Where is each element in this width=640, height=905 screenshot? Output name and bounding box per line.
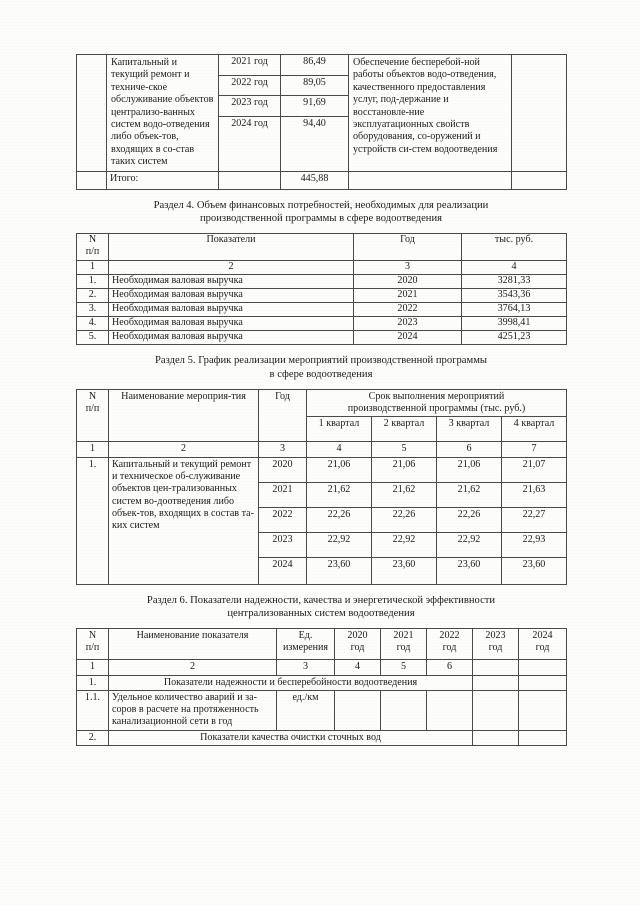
header-year-2021-line1: 2021 — [393, 630, 414, 642]
row-indicator: Необходимая валовая выручка — [109, 303, 354, 317]
row-value-2022 — [427, 690, 473, 730]
header-year-2023-line1: 2023 — [485, 630, 506, 642]
table-numbering-row — [77, 660, 567, 675]
header-year-2021-line2: год — [396, 642, 411, 654]
header-unit-cell — [277, 629, 335, 660]
section5-title-line1: Раздел 5. График реализации мероприятий производственной программы — [154, 355, 488, 367]
group-empty-2023 — [473, 730, 519, 745]
table-row — [77, 331, 567, 345]
numbering-cell: 6 — [427, 660, 473, 675]
table-row — [77, 457, 567, 482]
table-numbering-row — [77, 261, 567, 275]
header-number-line1: N — [88, 234, 97, 246]
numbering-cell: 3 — [354, 261, 462, 275]
group-number: 1. — [77, 675, 109, 690]
group-title: Показатели качества очистки сточных вод — [109, 730, 473, 745]
group-empty-2024 — [519, 730, 567, 745]
row-year: 2022 — [259, 507, 307, 532]
row-q2: 21,06 — [372, 457, 437, 482]
row-q2: 23,60 — [372, 557, 437, 584]
header-number-line1: N — [88, 390, 97, 402]
row-q1: 22,26 — [307, 507, 372, 532]
row-q4: 22,27 — [502, 507, 567, 532]
numbering-cell: 3 — [259, 442, 307, 457]
row-q3: 22,26 — [437, 507, 502, 532]
header-year-2022-cell — [427, 629, 473, 660]
header-q1-cell: 1 квартал — [307, 417, 372, 442]
row-number: 3. — [77, 303, 109, 317]
header-year-2023-line2: год — [488, 642, 503, 654]
numbering-cell: 5 — [372, 442, 437, 457]
row-unit: ед./км — [277, 690, 335, 730]
header-measure-cell: Наименование мероприя-тия — [109, 389, 259, 442]
row-q2: 22,26 — [372, 507, 437, 532]
expenses-amount-cell: 86,49 — [281, 55, 349, 76]
numbering-cell: 1 — [77, 442, 109, 457]
row-number: 2. — [77, 289, 109, 303]
row-q3: 21,06 — [437, 457, 502, 482]
numbering-cell: 5 — [381, 660, 427, 675]
row-q4: 21,63 — [502, 482, 567, 507]
numbering-cell: 2 — [109, 660, 277, 675]
document-content — [76, 54, 566, 746]
table-header-row — [77, 389, 567, 417]
expenses-year-cell: 2023 год — [219, 96, 281, 117]
row-q4: 23,60 — [502, 557, 567, 584]
numbering-cell: 1 — [77, 261, 109, 275]
header-term-line2: производственной программы (тыс. руб.) — [347, 403, 526, 415]
numbering-cell: 2 — [109, 442, 259, 457]
expenses-total-empty-purpose — [349, 171, 512, 189]
header-year-2024-line2: год — [535, 642, 550, 654]
row-value: 3998,41 — [462, 317, 567, 331]
section5-title — [76, 354, 566, 382]
row-number: 1. — [77, 275, 109, 289]
row-q3: 22,92 — [437, 532, 502, 557]
header-year-2024-line1: 2024 — [532, 630, 553, 642]
expenses-year-cell: 2021 год — [219, 55, 281, 76]
table-group-row — [77, 730, 567, 745]
header-number-line2: п/п — [85, 402, 100, 414]
header-number-line2: п/п — [85, 642, 100, 654]
header-year-cell: Год — [354, 234, 462, 261]
numbering-cell: 4 — [335, 660, 381, 675]
row-q1: 21,06 — [307, 457, 372, 482]
header-term-cell — [307, 389, 567, 417]
header-term-line1: Срок выполнения мероприятий — [368, 390, 505, 402]
numbering-cell: 7 — [502, 442, 567, 457]
row-q2: 22,92 — [372, 532, 437, 557]
table-header-row — [77, 234, 567, 261]
row-year: 2021 — [354, 289, 462, 303]
row-number: 1.1. — [77, 690, 109, 730]
expenses-total-empty-year — [219, 171, 281, 189]
row-value-2024 — [519, 690, 567, 730]
header-indicator-cell: Наименование показателя — [109, 629, 277, 660]
section4-title — [76, 199, 566, 227]
header-number-line1: N — [88, 630, 97, 642]
header-year-2023-cell — [473, 629, 519, 660]
header-year-2022-line1: 2022 — [439, 630, 460, 642]
row-year: 2024 — [259, 557, 307, 584]
row-indicator: Удельное количество аварий и за-соров в расчете на протяженность канализационной сети в год — [109, 690, 277, 730]
expenses-total-right-spacer — [512, 171, 567, 189]
table-row — [77, 303, 567, 317]
section5-title-line2: в сфере водоотведения — [269, 368, 373, 380]
header-q3-cell: 3 квартал — [437, 417, 502, 442]
header-number-line2: п/п — [85, 246, 100, 258]
table-gross-revenue — [76, 233, 567, 345]
row-year: 2024 — [354, 331, 462, 345]
header-number-cell — [77, 234, 109, 261]
expenses-total-label: Итого: — [107, 171, 219, 189]
expenses-activity-cell: Капитальный и текущий ремонт и техниче-ское обслуживание объектов централизо-ванных систем водо-отведения либо объек-тов, входящих в со-став таких систем — [107, 55, 219, 172]
row-year: 2020 — [259, 457, 307, 482]
row-value-2020 — [335, 690, 381, 730]
table-row — [77, 317, 567, 331]
row-year: 2021 — [259, 482, 307, 507]
numbering-cell: 4 — [307, 442, 372, 457]
expenses-amount-cell: 94,40 — [281, 116, 349, 171]
header-year-2021-cell — [381, 629, 427, 660]
group-empty-2024 — [519, 675, 567, 690]
table-row — [77, 289, 567, 303]
expenses-year-cell: 2024 год — [219, 116, 281, 171]
table-group-row — [77, 675, 567, 690]
section4-title-line1: Раздел 4. Объем финансовых потребностей, необходимых для реализации — [153, 199, 489, 211]
numbering-cell — [519, 660, 567, 675]
header-year-2020-line1: 2020 — [347, 630, 368, 642]
numbering-cell: 4 — [462, 261, 567, 275]
expenses-amount-cell: 89,05 — [281, 75, 349, 96]
header-year-2022-line2: год — [442, 642, 457, 654]
row-year: 2020 — [354, 275, 462, 289]
header-year-2024-cell — [519, 629, 567, 660]
group-empty-2023 — [473, 675, 519, 690]
row-q4: 21,07 — [502, 457, 567, 482]
group-number: 2. — [77, 730, 109, 745]
row-q1: 21,62 — [307, 482, 372, 507]
row-indicator: Необходимая валовая выручка — [109, 317, 354, 331]
table-row-total — [77, 171, 567, 189]
row-year: 2023 — [354, 317, 462, 331]
table-row — [77, 55, 567, 76]
row-year: 2022 — [354, 303, 462, 317]
numbering-cell — [473, 660, 519, 675]
table-row — [77, 275, 567, 289]
section6-title — [76, 594, 566, 622]
row-indicator: Необходимая валовая выручка — [109, 331, 354, 345]
header-q4-cell: 4 квартал — [502, 417, 567, 442]
expenses-right-spacer-cell — [512, 55, 567, 172]
section6-title-line1: Раздел 6. Показатели надежности, качества и энергетической эффективности — [146, 594, 496, 606]
section4-title-line2: производственной программы в сфере водоотведения — [199, 213, 443, 225]
header-number-cell — [77, 629, 109, 660]
expenses-total-left-spacer — [77, 171, 107, 189]
header-units-cell: тыс. руб. — [462, 234, 567, 261]
row-value: 3543,36 — [462, 289, 567, 303]
row-q2: 21,62 — [372, 482, 437, 507]
expenses-amount-cell: 91,69 — [281, 96, 349, 117]
section6-title-line2: централизованных систем водоотведения — [227, 608, 415, 620]
row-q3: 23,60 — [437, 557, 502, 584]
header-year-2020-line2: год — [350, 642, 365, 654]
header-year-2020-cell — [335, 629, 381, 660]
row-value: 3281,33 — [462, 275, 567, 289]
table-schedule — [76, 389, 567, 585]
numbering-cell: 3 — [277, 660, 335, 675]
table-reliability-indicators — [76, 628, 567, 746]
row-indicator: Необходимая валовая выручка — [109, 289, 354, 303]
header-unit-line2: измерения — [282, 642, 329, 654]
numbering-cell: 1 — [77, 660, 109, 675]
row-q3: 21,62 — [437, 482, 502, 507]
expenses-total-amount: 445,88 — [281, 171, 349, 189]
row-year: 2023 — [259, 532, 307, 557]
row-q1: 23,60 — [307, 557, 372, 584]
numbering-cell: 6 — [437, 442, 502, 457]
row-value: 3764,13 — [462, 303, 567, 317]
table-header-row — [77, 629, 567, 660]
header-unit-line1: Ед. — [298, 630, 313, 642]
header-year-cell: Год — [259, 389, 307, 442]
row-value-2021 — [381, 690, 427, 730]
table-expenses — [76, 54, 567, 190]
header-q2-cell: 2 квартал — [372, 417, 437, 442]
expenses-left-spacer-cell — [77, 55, 107, 172]
header-indicator-cell: Показатели — [109, 234, 354, 261]
row-q4: 22,93 — [502, 532, 567, 557]
row-value-2023 — [473, 690, 519, 730]
expenses-purpose-cell: Обеспечение бесперебой-ной работы объектов водо-отведения, качественного предоставления услуг, под-держание и восстановле-ние эксплуатационных свойств оборудования, со-оружений и устройств си-стем водоотведения — [349, 55, 512, 172]
numbering-cell: 2 — [109, 261, 354, 275]
table-row — [77, 690, 567, 730]
row-number: 4. — [77, 317, 109, 331]
row-value: 4251,23 — [462, 331, 567, 345]
table-numbering-row — [77, 442, 567, 457]
expenses-year-cell: 2022 год — [219, 75, 281, 96]
row-number: 5. — [77, 331, 109, 345]
row-measure: Капитальный и текущий ремонт и техническое об-служивание объектов цен-трализованных систем во-доотведения либо объек-тов, входящих в состав та-ких систем — [109, 457, 259, 584]
row-indicator: Необходимая валовая выручка — [109, 275, 354, 289]
header-number-cell — [77, 389, 109, 442]
row-number: 1. — [77, 457, 109, 584]
row-q1: 22,92 — [307, 532, 372, 557]
group-title: Показатели надежности и бесперебойности водоотведения — [109, 675, 473, 690]
